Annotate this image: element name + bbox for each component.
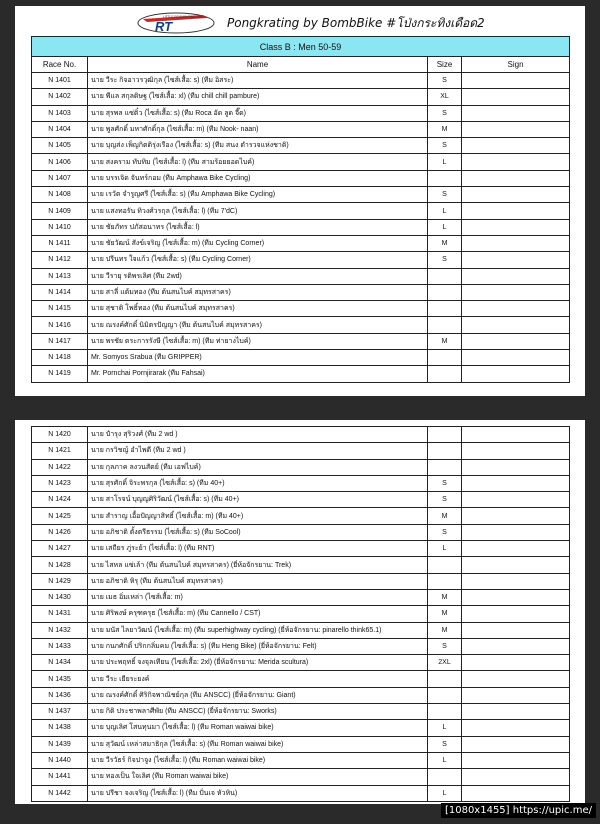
shirt-size-cell [428, 170, 462, 186]
table-row [32, 541, 570, 557]
race-number-cell: N 1417 [32, 333, 88, 349]
signature-cell [462, 752, 570, 768]
participant-name-cell: นาย สาโรจน์ บุญญศิริวัฒน์ (ไซส์เสื้อ: s) (ทีม 40+) [88, 492, 428, 508]
signature-cell [462, 769, 570, 785]
shirt-size-cell: S [428, 524, 462, 540]
participant-name-cell: นาย สุรศักดิ์ จิระพรกุล (ไซส์เสื้อ: s) (ทีม 40+) [88, 475, 428, 491]
shirt-size-cell [428, 350, 462, 366]
table-row [32, 443, 570, 459]
participant-name-cell: นาย พูลศักดิ์ มหาศักดิ์กุล (ไซส์เสื้อ: m) (ทีม Nook- naan) [88, 121, 428, 137]
table-row [32, 752, 570, 768]
participant-name-cell: นาย กนกศักดิ์ ปริกกลิ่มคม (ไซส์เสื้อ: s) (ทีม Heng Bike) (ยี่ห้อจักรยาน: Felt) [88, 638, 428, 654]
race-number-cell: N 1440 [32, 752, 88, 768]
table-row [32, 366, 570, 382]
participant-name-cell: นาย มนัส ไลยาวัฒน์ (ไซส์เสื้อ: m) (ทีม superhighway cycling) (ยี่ห้อจักรยาน: pinarello think65.1) [88, 622, 428, 638]
class-header-row [32, 37, 570, 57]
shirt-size-cell: M [428, 606, 462, 622]
signature-cell [462, 350, 570, 366]
shirt-size-cell [428, 268, 462, 284]
shirt-size-cell: S [428, 475, 462, 491]
participant-name-cell: นาย ไสหล แซ่เล้า (ทีม ต้นสนไบค์ สมุทรสาคร) (ยี่ห้อจักรยาน: Trek) [88, 557, 428, 573]
race-number-cell: N 1421 [32, 443, 88, 459]
table-row [32, 655, 570, 671]
signature-cell [462, 268, 570, 284]
shirt-size-cell [428, 573, 462, 589]
table-row [32, 720, 570, 736]
sign-header: Sign [462, 57, 570, 73]
table-row [32, 333, 570, 349]
shirt-size-cell [428, 769, 462, 785]
signature-cell [462, 492, 570, 508]
race-number-cell: N 1424 [32, 492, 88, 508]
table-row [32, 475, 570, 491]
signature-cell [462, 235, 570, 251]
shirt-size-cell: S [428, 252, 462, 268]
signature-cell [462, 301, 570, 317]
race-number-cell: N 1406 [32, 154, 88, 170]
shirt-size-cell: L [428, 752, 462, 768]
shirt-size-cell: M [428, 121, 462, 137]
shirt-size-cell: S [428, 73, 462, 89]
signature-cell [462, 785, 570, 801]
signature-cell [462, 573, 570, 589]
table-row [32, 573, 570, 589]
race-number-cell: N 1435 [32, 671, 88, 687]
race-number-cell: N 1414 [32, 284, 88, 300]
race-number-cell: N 1420 [32, 427, 88, 443]
registration-table-continued [31, 426, 570, 802]
signature-cell [462, 671, 570, 687]
participant-name-cell: นาย แสงทอรัน ทิวงศ์วรกุล (ไซส์เสื้อ: l) (ทีม 7'dC) [88, 203, 428, 219]
svg-text:RT: RT [155, 19, 173, 34]
participant-name-cell: นาย บุญส่ง เพ็ญกิตติรุ่งเรือง (ไซส์เสื้อ: s) (ทีม สนง ตำรวจแห่งชาติ) [88, 138, 428, 154]
signature-cell [462, 427, 570, 443]
race-number-cell: N 1433 [32, 638, 88, 654]
shirt-size-cell [428, 671, 462, 687]
shirt-size-cell: S [428, 736, 462, 752]
signature-cell [462, 121, 570, 137]
table-row [32, 121, 570, 137]
participant-name-cell: นาย อภิชาติ หิรุ (ทีม ต้นสนไบค์ สมุทรสาคร) [88, 573, 428, 589]
table-row [32, 622, 570, 638]
participant-name-cell: นาย สุรพล แซ่ติ๋ว (ไซส์เสื้อ: s) (ทีม Roca อัด ลูด จี๊ด) [88, 105, 428, 121]
shirt-size-cell: L [428, 541, 462, 557]
signature-cell [462, 203, 570, 219]
race-number-cell: N 1428 [32, 557, 88, 573]
race-number-cell: N 1411 [32, 235, 88, 251]
shirt-size-cell: M [428, 508, 462, 524]
race-number-cell: N 1403 [32, 105, 88, 121]
svg-text:LITTLE ROAMIN THAILAND: LITTLE ROAMIN THAILAND [163, 15, 204, 19]
participant-name-cell: นาย ชัยวัฒน์ สังข์เจริญ (ไซส์เสื้อ: m) (ทีม Cycling Corner) [88, 235, 428, 251]
participant-name-cell: นาย สุวัฒน์ เหล่าสมาธิกุล (ไซส์เสื้อ: s) (ทีม Roman waiwai bike) [88, 736, 428, 752]
table-row [32, 508, 570, 524]
shirt-size-cell: L [428, 154, 462, 170]
participant-name-cell: นาย วีระ เยียระยงค์ [88, 671, 428, 687]
shirt-size-cell: M [428, 622, 462, 638]
participant-name-cell: Mr. Pornchai Pornjirarak (ทีม Fahsai) [88, 366, 428, 382]
signature-cell [462, 736, 570, 752]
participant-name-cell: นาย ปรีนทร ใจแก้ว (ไซส์เสื้อ: s) (ทีม Cycling Corner) [88, 252, 428, 268]
race-number-cell: N 1425 [32, 508, 88, 524]
table-row [32, 769, 570, 785]
table-row [32, 138, 570, 154]
shirt-size-cell: L [428, 219, 462, 235]
race-number-cell: N 1442 [32, 785, 88, 801]
signature-cell [462, 687, 570, 703]
shirt-size-cell: M [428, 235, 462, 251]
participant-name-cell: นาย เมธ อิ่มเหล่า (ไซส์เสื้อ: m) [88, 589, 428, 605]
participant-name-cell: นาย ณรงค์ศักดิ์ นิมิตรปัญญา (ทีม ต้นสนไบค์ สมุทรสาคร) [88, 317, 428, 333]
race-number-cell: N 1423 [32, 475, 88, 491]
table-row [32, 350, 570, 366]
signature-cell [462, 252, 570, 268]
participant-name-cell: นาย อภิชาติ ตั้งตรีธรรม (ไซส์เสื้อ: s) (ทีม SoCool) [88, 524, 428, 540]
race-number-cell: N 1436 [32, 687, 88, 703]
event-title: Pongkrating by BombBike #โป่งกระทิงเดือด2 [227, 16, 485, 30]
race-number-cell: N 1402 [32, 89, 88, 105]
table-row [32, 492, 570, 508]
race-number-cell: N 1404 [32, 121, 88, 137]
table-row [32, 73, 570, 89]
race-number-cell: N 1416 [32, 317, 88, 333]
shirt-size-cell: S [428, 187, 462, 203]
document-page-2 [15, 420, 585, 804]
shirt-size-cell [428, 459, 462, 475]
participant-name-cell: นาย ปรีชา จงเจริญ (ไซส์เสื้อ: l) (ทีม ปั่นเจ หัวหิน) [88, 785, 428, 801]
shirt-size-cell: M [428, 333, 462, 349]
race-number-cell: N 1405 [32, 138, 88, 154]
participant-name-cell: นาย บุญเลิศ โสนทุนมา (ไซส์เสื้อ: l) (ทีม Roman waiwai bike) [88, 720, 428, 736]
table-row [32, 671, 570, 687]
race-number-cell: N 1415 [32, 301, 88, 317]
table-row [32, 89, 570, 105]
participant-name-cell: นาย สงคราม ทับทิม (ไซส์เสื้อ: l) (ทีม สามร้อยยอดไบค์) [88, 154, 428, 170]
shirt-size-cell [428, 427, 462, 443]
table-row [32, 105, 570, 121]
signature-cell [462, 366, 570, 382]
signature-cell [462, 284, 570, 300]
signature-cell [462, 622, 570, 638]
table-row [32, 704, 570, 720]
shirt-size-cell [428, 687, 462, 703]
table-row [32, 284, 570, 300]
class-title: Class B : Men 50-59 [32, 37, 570, 57]
participant-name-cell: นาย ชัยภัทร ปภัสอนาทร (ไซส์เสื้อ: l) [88, 219, 428, 235]
race-number-cell: N 1430 [32, 589, 88, 605]
race-number-cell: N 1410 [32, 219, 88, 235]
race-number-cell: N 1431 [32, 606, 88, 622]
participant-name-cell: นาย กรวิชญ์ อำไพดี (ทีม 2 wd ) [88, 443, 428, 459]
table-row [32, 524, 570, 540]
shirt-size-cell: L [428, 785, 462, 801]
size-header: Size [428, 57, 462, 73]
table-row [32, 235, 570, 251]
shirt-size-cell [428, 301, 462, 317]
shirt-size-cell [428, 366, 462, 382]
table-row [32, 219, 570, 235]
table-row [32, 427, 570, 443]
shirt-size-cell: S [428, 492, 462, 508]
participant-name-cell: นาย สาลี่ แต้มทอง (ทีม ต้นสนไบค์ สมุทรสาคร) [88, 284, 428, 300]
table-row [32, 687, 570, 703]
participant-name-cell: นาย กิติ ประชาพลาศีพัย (ทีม ANSCC) (ยี่ห้อจักรยาน: Sworks) [88, 704, 428, 720]
shirt-size-cell: 2XL [428, 655, 462, 671]
table-row [32, 459, 570, 475]
document-page-1 [15, 6, 585, 396]
participant-name-cell: นาย ศิริพงษ์ ครุฑครุธ (ไซส์เสื้อ: m) (ทีม Cannello / CST) [88, 606, 428, 622]
race-number-cell: N 1427 [32, 541, 88, 557]
race-number-cell: N 1401 [32, 73, 88, 89]
race-number-cell: N 1412 [32, 252, 88, 268]
race-number-cell: N 1407 [32, 170, 88, 186]
signature-cell [462, 170, 570, 186]
signature-cell [462, 541, 570, 557]
race-number-cell: N 1439 [32, 736, 88, 752]
race-number-cell: N 1429 [32, 573, 88, 589]
participant-name-cell: นาย ประพฤทธิ์ จงจุลเทียน (ไซส์เสื้อ: 2xl) (ยี่ห้อจักรยาน: Merida scultura) [88, 655, 428, 671]
shirt-size-cell: L [428, 720, 462, 736]
table-row [32, 589, 570, 605]
shirt-size-cell: L [428, 203, 462, 219]
signature-cell [462, 443, 570, 459]
table-row [32, 736, 570, 752]
signature-cell [462, 317, 570, 333]
participant-name-cell: นาย เรวัต จำรูญศรี (ไซส์เสื้อ: s) (ทีม Amphawa Bike Cycling) [88, 187, 428, 203]
table-row [32, 203, 570, 219]
race-number-cell: N 1432 [32, 622, 88, 638]
participant-name-cell: นาย กุลภาค ลงวนสัตย์ (ทีม เอฟไบค์) [88, 459, 428, 475]
race-no-header: Race No. [32, 57, 88, 73]
participant-name-cell: นาย ณรงค์ศักดิ์ ศิริกิจพาณิชย์กุล (ทีม ANSCC) (ยี่ห้อจักรยาน: Giant) [88, 687, 428, 703]
race-number-cell: N 1409 [32, 203, 88, 219]
shirt-size-cell [428, 704, 462, 720]
race-number-cell: N 1422 [32, 459, 88, 475]
signature-cell [462, 219, 570, 235]
race-number-cell: N 1413 [32, 268, 88, 284]
banner [15, 6, 585, 36]
table-row [32, 170, 570, 186]
signature-cell [462, 89, 570, 105]
shirt-size-cell [428, 317, 462, 333]
race-number-cell: N 1419 [32, 366, 88, 382]
race-number-cell: N 1426 [32, 524, 88, 540]
shirt-size-cell: XL [428, 89, 462, 105]
table-row [32, 557, 570, 573]
participant-name-cell: นาย พรชัย ตระการรังษี (ไซส์เสื้อ: m) (ทีม ท่ายางไบค์) [88, 333, 428, 349]
signature-cell [462, 655, 570, 671]
table-row [32, 252, 570, 268]
signature-cell [462, 508, 570, 524]
signature-cell [462, 720, 570, 736]
signature-cell [462, 187, 570, 203]
table-row [32, 154, 570, 170]
signature-cell [462, 638, 570, 654]
signature-cell [462, 704, 570, 720]
participant-name-cell: Mr. Somyos Srabua (ทีม GRIPPER) [88, 350, 428, 366]
registration-table [31, 36, 570, 383]
participant-name-cell: นาย พีแล สกุลดิษฐ (ไซส์เสื้อ: xl) (ทีม chill chill pambure) [88, 89, 428, 105]
shirt-size-cell: S [428, 638, 462, 654]
participant-name-cell: นาย วีรวัธร์ กิจปาจูง (ไซส์เสื้อ: l) (ทีม Roman waiwai bike) [88, 752, 428, 768]
participant-name-cell: นาย ปำรุง สุริวงศ์ (ทีม 2 wd ) [88, 427, 428, 443]
signature-cell [462, 333, 570, 349]
race-number-cell: N 1434 [32, 655, 88, 671]
signature-cell [462, 105, 570, 121]
participant-name-cell: นาย สุชาติ โพธิ์ทอง (ทีม ต้นสนไบค์ สมุทรสาคร) [88, 301, 428, 317]
participant-name-cell: นาย บรรเจิด จันทร์กอม (ทีม Amphawa Bike Cycling) [88, 170, 428, 186]
signature-cell [462, 154, 570, 170]
shirt-size-cell: M [428, 589, 462, 605]
signature-cell [462, 73, 570, 89]
race-number-cell: N 1438 [32, 720, 88, 736]
signature-cell [462, 475, 570, 491]
participant-name-cell: นาย วีรายุ รติพรเลิศ (ทีม 2wd) [88, 268, 428, 284]
signature-cell [462, 606, 570, 622]
table-row [32, 301, 570, 317]
race-number-cell: N 1441 [32, 769, 88, 785]
race-number-cell: N 1437 [32, 704, 88, 720]
shirt-size-cell [428, 284, 462, 300]
shirt-size-cell [428, 443, 462, 459]
image-watermark: [1080x1455] https://upic.me/ [441, 803, 596, 818]
shirt-size-cell: S [428, 138, 462, 154]
column-header-row [32, 57, 570, 73]
table-row [32, 785, 570, 801]
table-row [32, 317, 570, 333]
table-row [32, 268, 570, 284]
name-header: Name [88, 57, 428, 73]
table-row [32, 606, 570, 622]
brand-logo [133, 10, 219, 34]
participant-name-cell: นาย สำราญ เอื้อปัญญาสิทธิ์ (ไซส์เสื้อ: m) (ทีม 40+) [88, 508, 428, 524]
signature-cell [462, 138, 570, 154]
signature-cell [462, 524, 570, 540]
participant-name-cell: นาย ทองเป็น ใจเลิศ (ทีม Roman waiwai bike) [88, 769, 428, 785]
shirt-size-cell: S [428, 105, 462, 121]
shirt-size-cell [428, 557, 462, 573]
participant-name-cell: นาย เสถียร ภู่ระย้า (ไซส์เสื้อ: l) (ทีม RNT) [88, 541, 428, 557]
participant-name-cell: นาย วีระ กิจอาวรวุฒิกุล (ไซส์เสื้อ: s) (ทีม อิสระ) [88, 73, 428, 89]
signature-cell [462, 459, 570, 475]
table-row [32, 187, 570, 203]
table-row [32, 638, 570, 654]
race-number-cell: N 1418 [32, 350, 88, 366]
signature-cell [462, 557, 570, 573]
signature-cell [462, 589, 570, 605]
race-number-cell: N 1408 [32, 187, 88, 203]
